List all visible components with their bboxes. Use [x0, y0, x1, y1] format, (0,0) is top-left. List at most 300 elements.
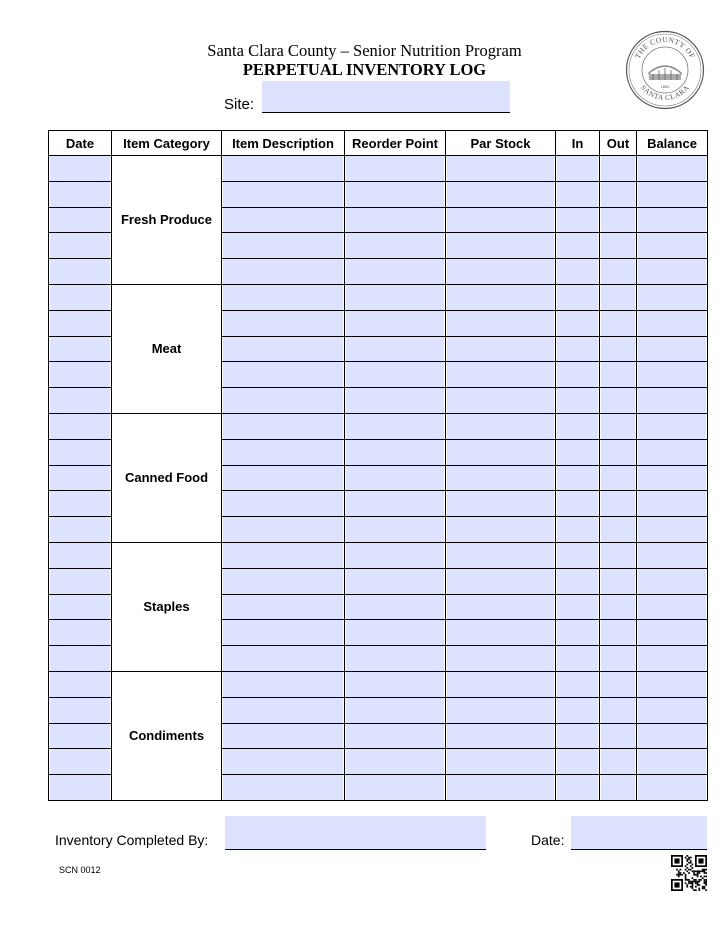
reorder-point-cell [345, 413, 446, 439]
reorder-point-cell [345, 697, 446, 723]
date-input[interactable] [50, 311, 110, 336]
item-description-input[interactable] [223, 595, 343, 620]
item-description-cell [222, 207, 345, 233]
par-stock-input[interactable] [447, 672, 554, 697]
par-stock-input[interactable] [447, 724, 554, 749]
balance-input[interactable] [638, 698, 706, 723]
out-input[interactable] [601, 724, 635, 749]
date-input[interactable] [571, 816, 707, 850]
in-input[interactable] [557, 156, 598, 181]
in-cell [556, 646, 600, 672]
balance-input[interactable] [638, 466, 706, 491]
in-input[interactable] [557, 208, 598, 233]
balance-cell [637, 388, 708, 414]
in-input[interactable] [557, 749, 598, 774]
balance-cell [637, 181, 708, 207]
table-row [49, 284, 708, 310]
balance-cell [637, 310, 708, 336]
par-stock-input[interactable] [447, 259, 554, 284]
balance-cell [637, 491, 708, 517]
item-description-input[interactable] [223, 672, 343, 697]
balance-input[interactable] [638, 440, 706, 465]
date-input[interactable] [50, 233, 110, 258]
par-stock-input[interactable] [447, 440, 554, 465]
date-input[interactable] [50, 724, 110, 749]
out-input[interactable] [601, 595, 635, 620]
date-cell [49, 310, 112, 336]
reorder-point-cell [345, 310, 446, 336]
balance-cell [637, 439, 708, 465]
par-stock-input[interactable] [447, 208, 554, 233]
balance-input[interactable] [638, 491, 706, 516]
form-code: SCN 0012 [59, 865, 101, 875]
in-cell [556, 775, 600, 801]
item-description-input[interactable] [223, 311, 343, 336]
out-cell [600, 207, 637, 233]
out-cell [600, 388, 637, 414]
par-stock-input[interactable] [447, 775, 554, 800]
reorder-point-input[interactable] [346, 466, 444, 491]
in-cell [556, 568, 600, 594]
reorder-point-input[interactable] [346, 182, 444, 207]
item-description-input[interactable] [223, 388, 343, 413]
reorder-point-input[interactable] [346, 285, 444, 310]
balance-cell [637, 465, 708, 491]
in-input[interactable] [557, 543, 598, 568]
in-input[interactable] [557, 466, 598, 491]
in-input[interactable] [557, 414, 598, 439]
completed-by-label: Inventory Completed By: [55, 832, 209, 848]
item-description-input[interactable] [223, 362, 343, 387]
in-input[interactable] [557, 569, 598, 594]
balance-input[interactable] [638, 337, 706, 362]
balance-input[interactable] [638, 595, 706, 620]
table-row [49, 156, 708, 182]
balance-cell [637, 233, 708, 259]
reorder-point-input[interactable] [346, 569, 444, 594]
date-input[interactable] [50, 337, 110, 362]
in-input[interactable] [557, 724, 598, 749]
date-cell [49, 646, 112, 672]
date-input[interactable] [50, 491, 110, 516]
date-cell [49, 207, 112, 233]
balance-input[interactable] [638, 388, 706, 413]
date-input[interactable] [50, 208, 110, 233]
out-input[interactable] [601, 491, 635, 516]
item-description-cell [222, 697, 345, 723]
date-cell [49, 517, 112, 543]
item-description-input[interactable] [223, 698, 343, 723]
par-stock-input[interactable] [447, 749, 554, 774]
date-input[interactable] [50, 388, 110, 413]
item-description-cell [222, 620, 345, 646]
table-row [49, 542, 708, 568]
out-cell [600, 594, 637, 620]
out-input[interactable] [601, 646, 635, 671]
par-stock-cell [446, 671, 556, 697]
item-description-input[interactable] [223, 620, 343, 645]
balance-input[interactable] [638, 182, 706, 207]
date-input[interactable] [50, 285, 110, 310]
balance-input[interactable] [638, 233, 706, 258]
par-stock-cell [446, 723, 556, 749]
out-cell [600, 620, 637, 646]
in-input[interactable] [557, 620, 598, 645]
par-stock-input[interactable] [447, 182, 554, 207]
in-input[interactable] [557, 595, 598, 620]
par-stock-input[interactable] [447, 156, 554, 181]
reorder-point-input[interactable] [346, 208, 444, 233]
in-input[interactable] [557, 337, 598, 362]
par-stock-cell [446, 156, 556, 182]
balance-input[interactable] [638, 620, 706, 645]
par-stock-input[interactable] [447, 543, 554, 568]
item-description-cell [222, 284, 345, 310]
date-input[interactable] [50, 466, 110, 491]
organization-heading: Santa Clara County – Senior Nutrition Program [207, 41, 522, 60]
item-description-input[interactable] [223, 259, 343, 284]
out-cell [600, 697, 637, 723]
in-cell [556, 517, 600, 543]
par-stock-cell [446, 620, 556, 646]
out-input[interactable] [601, 620, 635, 645]
out-input[interactable] [601, 156, 635, 181]
item-description-input[interactable] [223, 233, 343, 258]
reorder-point-input[interactable] [346, 775, 444, 800]
out-input[interactable] [601, 698, 635, 723]
out-cell [600, 671, 637, 697]
par-stock-cell [446, 568, 556, 594]
date-input[interactable] [50, 182, 110, 207]
balance-input[interactable] [638, 543, 706, 568]
balance-input[interactable] [638, 259, 706, 284]
out-cell [600, 413, 637, 439]
balance-cell [637, 568, 708, 594]
in-input[interactable] [557, 362, 598, 387]
balance-cell [637, 207, 708, 233]
par-stock-input[interactable] [447, 388, 554, 413]
item-description-input[interactable] [223, 337, 343, 362]
item-description-input[interactable] [223, 414, 343, 439]
in-input[interactable] [557, 775, 598, 800]
item-description-input[interactable] [223, 646, 343, 671]
reorder-point-cell [345, 156, 446, 182]
out-input[interactable] [601, 208, 635, 233]
reorder-point-cell [345, 568, 446, 594]
item-description-input[interactable] [223, 208, 343, 233]
reorder-point-input[interactable] [346, 388, 444, 413]
out-input[interactable] [601, 517, 635, 542]
par-stock-input[interactable] [447, 466, 554, 491]
par-stock-cell [446, 465, 556, 491]
reorder-point-input[interactable] [346, 672, 444, 697]
out-input[interactable] [601, 543, 635, 568]
item-description-cell [222, 388, 345, 414]
in-cell [556, 749, 600, 775]
item-description-input[interactable] [223, 517, 343, 542]
date-input[interactable] [50, 156, 110, 181]
out-input[interactable] [601, 337, 635, 362]
in-cell [556, 594, 600, 620]
balance-cell [637, 646, 708, 672]
item-description-cell [222, 723, 345, 749]
date-input[interactable] [50, 569, 110, 594]
in-input[interactable] [557, 491, 598, 516]
balance-cell [637, 749, 708, 775]
in-input[interactable] [557, 672, 598, 697]
reorder-point-cell [345, 646, 446, 672]
out-cell [600, 517, 637, 543]
balance-input[interactable] [638, 517, 706, 542]
balance-input[interactable] [638, 724, 706, 749]
item-description-input[interactable] [223, 749, 343, 774]
item-description-cell [222, 749, 345, 775]
date-input[interactable] [50, 672, 110, 697]
reorder-point-input[interactable] [346, 646, 444, 671]
seal-bottom-text: SANTA CLARA [639, 82, 692, 103]
completed-by-input[interactable] [225, 816, 486, 850]
in-input[interactable] [557, 233, 598, 258]
reorder-point-input[interactable] [346, 259, 444, 284]
out-cell [600, 181, 637, 207]
reorder-point-cell [345, 491, 446, 517]
date-cell [49, 775, 112, 801]
par-stock-input[interactable] [447, 491, 554, 516]
in-cell [556, 362, 600, 388]
in-cell [556, 620, 600, 646]
item-description-input[interactable] [223, 543, 343, 568]
par-stock-input[interactable] [447, 698, 554, 723]
table-row [49, 671, 708, 697]
site-input[interactable] [262, 81, 510, 113]
date-input[interactable] [50, 543, 110, 568]
in-input[interactable] [557, 698, 598, 723]
in-input[interactable] [557, 182, 598, 207]
out-cell [600, 542, 637, 568]
date-cell [49, 568, 112, 594]
balance-cell [637, 156, 708, 182]
date-cell [49, 594, 112, 620]
in-cell [556, 181, 600, 207]
balance-cell [637, 336, 708, 362]
category-canned-food: Canned Food [112, 413, 222, 542]
par-stock-cell [446, 413, 556, 439]
balance-input[interactable] [638, 208, 706, 233]
reorder-point-input[interactable] [346, 517, 444, 542]
item-description-cell [222, 594, 345, 620]
par-stock-cell [446, 284, 556, 310]
reorder-point-cell [345, 336, 446, 362]
inventory-table-body [49, 156, 708, 801]
reorder-point-input[interactable] [346, 724, 444, 749]
reorder-point-input[interactable] [346, 698, 444, 723]
date-input[interactable] [50, 775, 110, 800]
par-stock-input[interactable] [447, 569, 554, 594]
reorder-point-input[interactable] [346, 491, 444, 516]
item-description-input[interactable] [223, 466, 343, 491]
balance-input[interactable] [638, 156, 706, 181]
table-header-row [49, 131, 708, 156]
out-input[interactable] [601, 466, 635, 491]
site-label: Site: [224, 96, 255, 113]
out-input[interactable] [601, 414, 635, 439]
reorder-point-input[interactable] [346, 156, 444, 181]
reorder-point-input[interactable] [346, 543, 444, 568]
out-cell [600, 723, 637, 749]
balance-input[interactable] [638, 569, 706, 594]
par-stock-input[interactable] [447, 311, 554, 336]
item-description-cell [222, 181, 345, 207]
reorder-point-cell [345, 181, 446, 207]
in-cell [556, 156, 600, 182]
out-cell [600, 336, 637, 362]
out-cell [600, 646, 637, 672]
qr-code-icon [671, 855, 707, 891]
date-cell [49, 284, 112, 310]
out-input[interactable] [601, 285, 635, 310]
item-description-input[interactable] [223, 285, 343, 310]
reorder-point-input[interactable] [346, 749, 444, 774]
out-input[interactable] [601, 775, 635, 800]
par-stock-cell [446, 697, 556, 723]
item-description-input[interactable] [223, 569, 343, 594]
date-cell [49, 413, 112, 439]
date-input[interactable] [50, 440, 110, 465]
in-cell [556, 439, 600, 465]
balance-cell [637, 284, 708, 310]
in-input[interactable] [557, 517, 598, 542]
out-input[interactable] [601, 569, 635, 594]
item-description-input[interactable] [223, 724, 343, 749]
out-input[interactable] [601, 311, 635, 336]
date-input[interactable] [50, 414, 110, 439]
out-input[interactable] [601, 233, 635, 258]
par-stock-cell [446, 775, 556, 801]
par-stock-input[interactable] [447, 233, 554, 258]
out-input[interactable] [601, 259, 635, 284]
par-stock-cell [446, 233, 556, 259]
par-stock-input[interactable] [447, 517, 554, 542]
date-cell [49, 336, 112, 362]
reorder-point-input[interactable] [346, 414, 444, 439]
par-stock-input[interactable] [447, 414, 554, 439]
in-input[interactable] [557, 311, 598, 336]
out-cell [600, 156, 637, 182]
seal-top-text: THE COUNTY OF [632, 34, 698, 61]
par-stock-input[interactable] [447, 362, 554, 387]
par-stock-input[interactable] [447, 285, 554, 310]
out-input[interactable] [601, 749, 635, 774]
reorder-point-input[interactable] [346, 440, 444, 465]
par-stock-cell [446, 207, 556, 233]
category-staples: Staples [112, 542, 222, 671]
in-input[interactable] [557, 388, 598, 413]
reorder-point-cell [345, 207, 446, 233]
date-input[interactable] [50, 595, 110, 620]
date-input[interactable] [50, 362, 110, 387]
item-description-cell [222, 775, 345, 801]
out-cell [600, 465, 637, 491]
date-input[interactable] [50, 620, 110, 645]
item-description-input[interactable] [223, 156, 343, 181]
in-input[interactable] [557, 440, 598, 465]
in-cell [556, 233, 600, 259]
date-cell [49, 697, 112, 723]
table-row [49, 413, 708, 439]
item-description-cell [222, 646, 345, 672]
balance-input[interactable] [638, 362, 706, 387]
date-cell [49, 542, 112, 568]
balance-input[interactable] [638, 414, 706, 439]
item-description-cell [222, 233, 345, 259]
out-input[interactable] [601, 182, 635, 207]
balance-cell [637, 594, 708, 620]
out-cell [600, 775, 637, 801]
column-header-out: Out [600, 131, 637, 156]
out-input[interactable] [601, 388, 635, 413]
out-input[interactable] [601, 362, 635, 387]
in-cell [556, 465, 600, 491]
date-input[interactable] [50, 749, 110, 774]
in-input[interactable] [557, 285, 598, 310]
par-stock-input[interactable] [447, 595, 554, 620]
balance-input[interactable] [638, 311, 706, 336]
date-input[interactable] [50, 259, 110, 284]
in-cell [556, 336, 600, 362]
item-description-input[interactable] [223, 440, 343, 465]
reorder-point-input[interactable] [346, 620, 444, 645]
reorder-point-input[interactable] [346, 595, 444, 620]
item-description-cell [222, 156, 345, 182]
out-input[interactable] [601, 440, 635, 465]
in-cell [556, 388, 600, 414]
reorder-point-cell [345, 723, 446, 749]
item-description-input[interactable] [223, 182, 343, 207]
date-input[interactable] [50, 698, 110, 723]
balance-input[interactable] [638, 646, 706, 671]
reorder-point-input[interactable] [346, 233, 444, 258]
date-input[interactable] [50, 517, 110, 542]
in-input[interactable] [557, 646, 598, 671]
balance-input[interactable] [638, 749, 706, 774]
in-cell [556, 310, 600, 336]
in-cell [556, 697, 600, 723]
reorder-point-cell [345, 439, 446, 465]
balance-input[interactable] [638, 775, 706, 800]
reorder-point-input[interactable] [346, 362, 444, 387]
item-description-input[interactable] [223, 775, 343, 800]
reorder-point-input[interactable] [346, 337, 444, 362]
balance-input[interactable] [638, 285, 706, 310]
balance-input[interactable] [638, 672, 706, 697]
item-description-cell [222, 336, 345, 362]
par-stock-cell [446, 646, 556, 672]
item-description-input[interactable] [223, 491, 343, 516]
out-input[interactable] [601, 672, 635, 697]
par-stock-input[interactable] [447, 620, 554, 645]
in-input[interactable] [557, 259, 598, 284]
balance-cell [637, 620, 708, 646]
reorder-point-input[interactable] [346, 311, 444, 336]
par-stock-input[interactable] [447, 337, 554, 362]
date-input[interactable] [50, 646, 110, 671]
category-fresh-produce: Fresh Produce [112, 156, 222, 285]
in-cell [556, 284, 600, 310]
par-stock-input[interactable] [447, 646, 554, 671]
item-description-cell [222, 491, 345, 517]
reorder-point-cell [345, 749, 446, 775]
in-cell [556, 207, 600, 233]
